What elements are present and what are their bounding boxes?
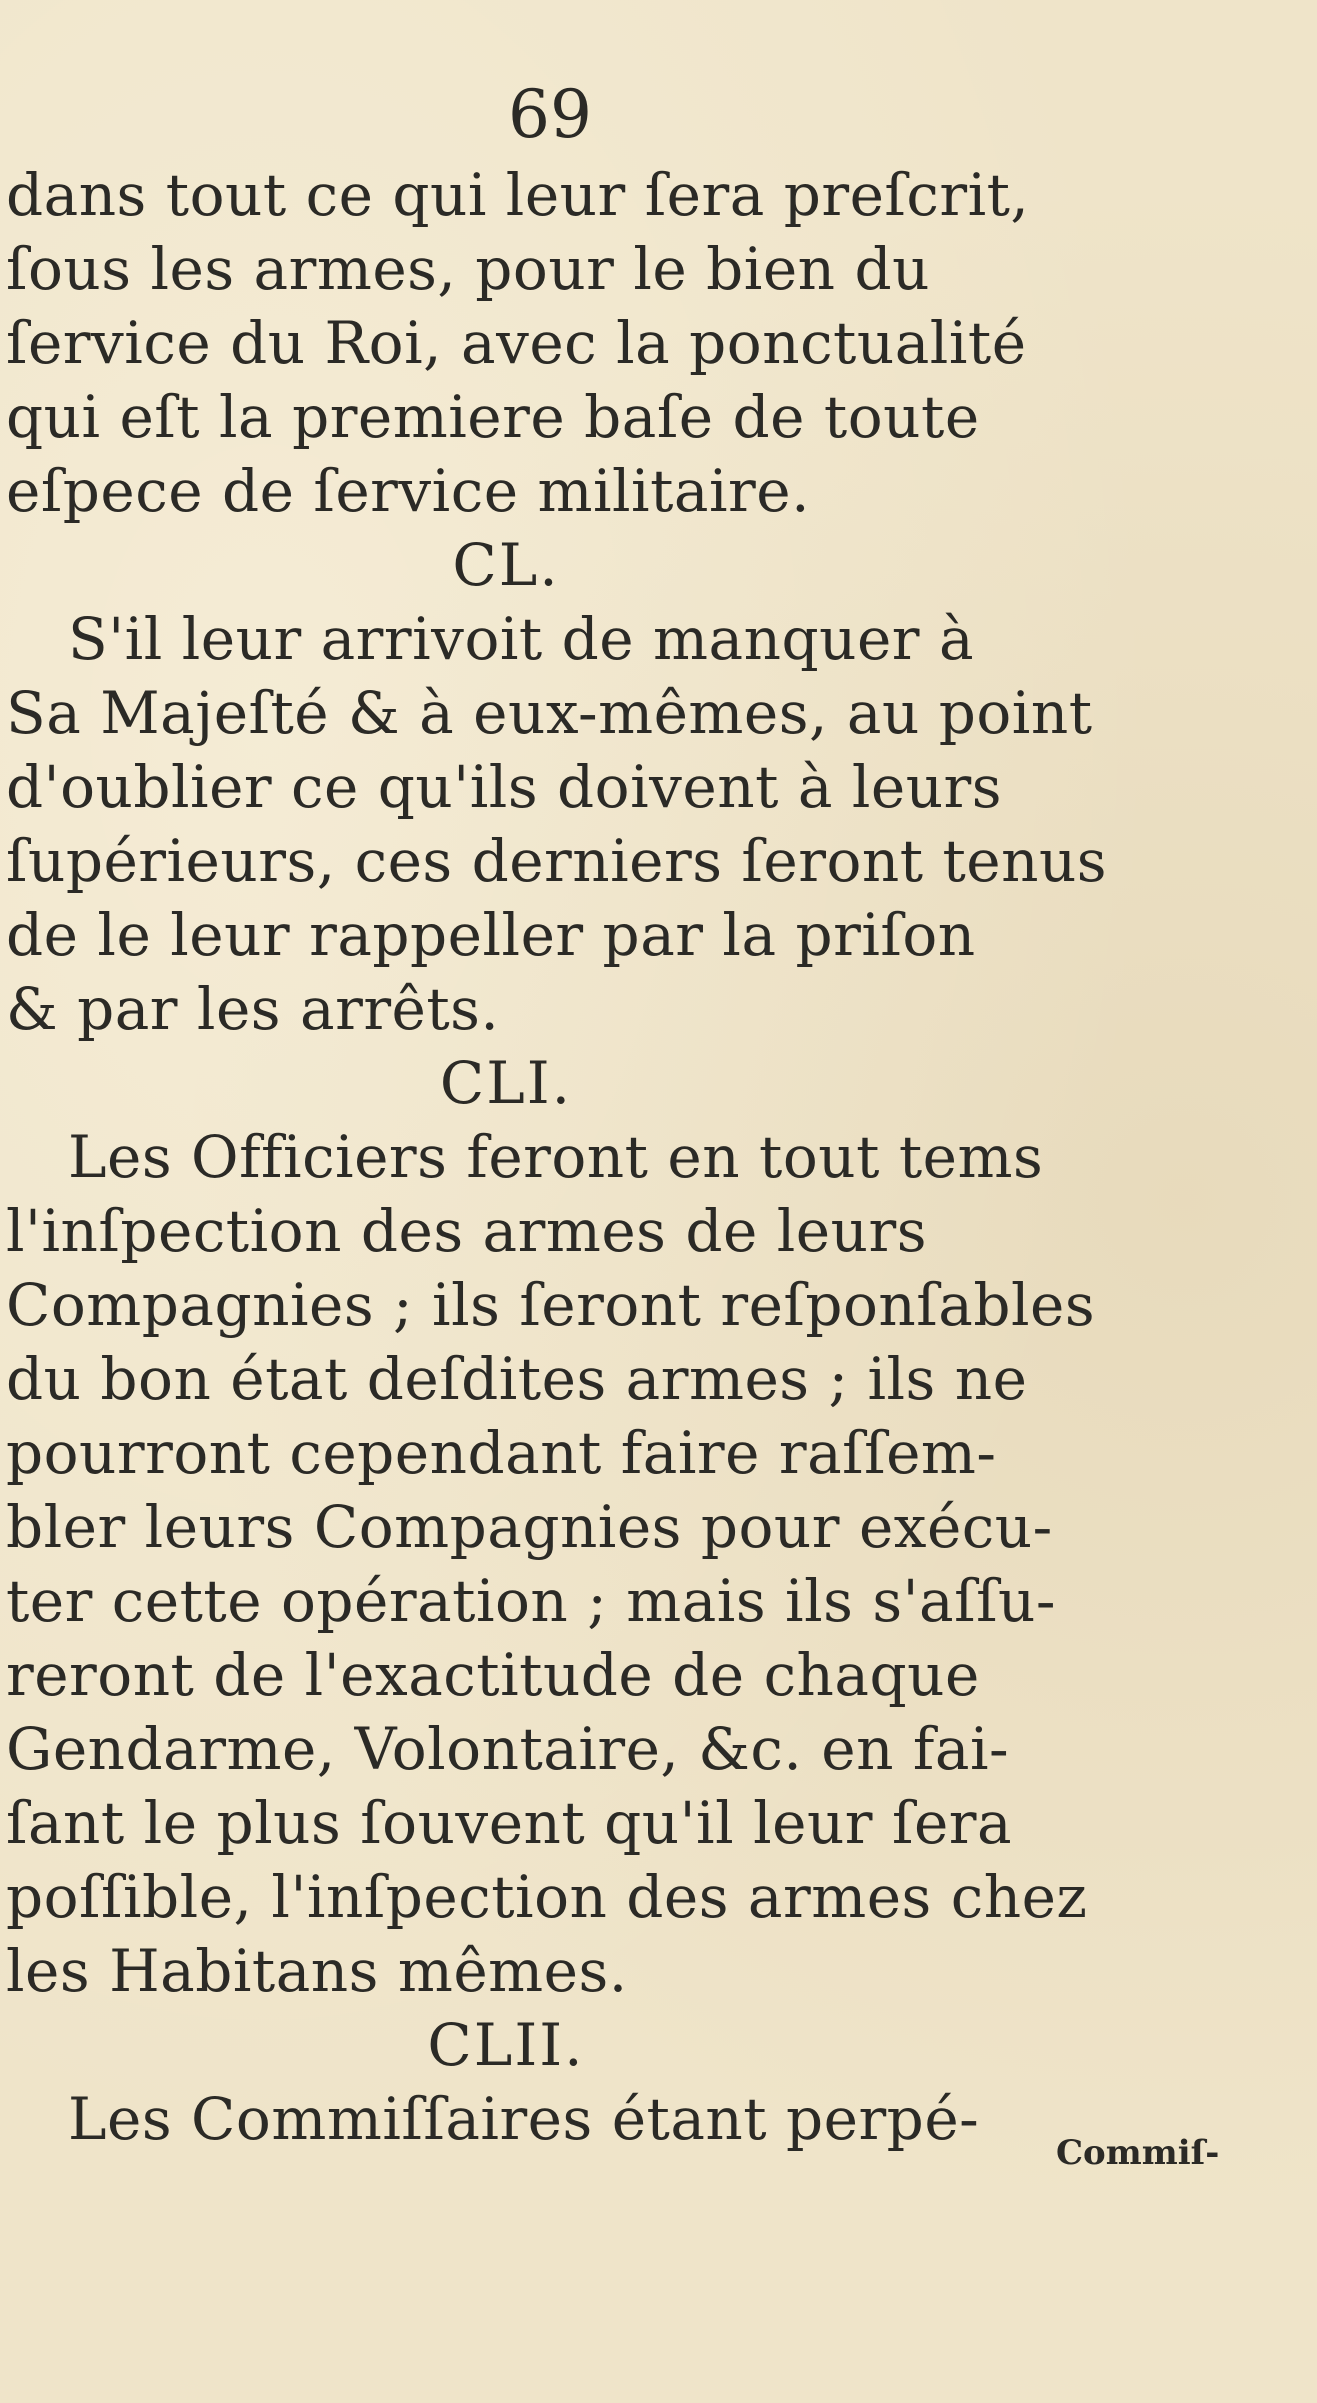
text-line: de le leur rappeller par la priſon <box>6 901 976 969</box>
text-line: Compagnies ; ils ſeront reſponſables <box>6 1271 1096 1339</box>
text-line: bler leurs Compagnies pour exécu- <box>6 1493 1053 1561</box>
text-line: pourront cependant faire raſſem- <box>6 1419 997 1487</box>
text-line: Les Officiers feront en tout tems <box>68 1123 1044 1191</box>
text-line: d'oublier ce qu'ils doivent à leurs <box>6 753 1003 821</box>
text-line: eſpece de ſervice militaire. <box>6 457 811 525</box>
text-line: reront de l'exactitude de chaque <box>6 1641 980 1709</box>
catchword: Commiſ- <box>1056 2133 1220 2173</box>
text-line: dans tout ce qui leur ſera preſcrit, <box>6 161 1030 229</box>
page-body <box>6 158 1108 2156</box>
article-heading-clii: CLII. <box>427 2011 585 2079</box>
text-line: qui eſt la premiere baſe de toute <box>6 383 980 451</box>
text-line: Sa Majeſté & à eux-mêmes, au point <box>6 679 1093 747</box>
text-line: S'il leur arrivoit de manquer à <box>68 605 975 673</box>
text-line: les Habitans mêmes. <box>6 1937 628 2005</box>
text-line: Gendarme, Volontaire, &c. en fai- <box>6 1715 1010 1783</box>
text-line: Les Commiſſaires étant perpé- <box>68 2085 980 2153</box>
text-line: ter cette opération ; mais ils s'aſſu- <box>6 1567 1057 1635</box>
text-line: ſant le plus ſouvent qu'il leur ſera <box>6 1789 1013 1857</box>
text-line: ſous les armes, pour le bien du <box>6 235 930 303</box>
text-line: poſſible, l'inſpection des armes chez <box>6 1863 1088 1931</box>
article-heading-cli: CLI. <box>439 1049 573 1117</box>
text-line: ſervice du Roi, avec la ponctualité <box>6 309 1027 377</box>
text-line: du bon état deſdites armes ; ils ne <box>6 1345 1028 1413</box>
article-heading-cl: CL. <box>452 531 560 599</box>
page-number: 69 <box>508 76 592 153</box>
text-line: & par les arrêts. <box>6 975 500 1043</box>
text-line: l'inſpection des armes de leurs <box>6 1197 927 1265</box>
text-line: ſupérieurs, ces derniers ſeront tenus <box>6 827 1108 895</box>
